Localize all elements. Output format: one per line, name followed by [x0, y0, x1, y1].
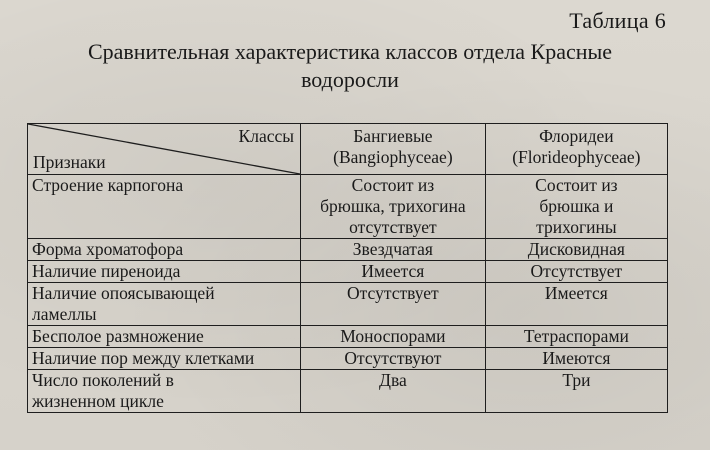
table-row — [28, 326, 668, 348]
class-name: Бангиевые — [353, 126, 433, 146]
table-title-line-1: Сравнительная характеристика классов отдела Красные — [87, 39, 613, 64]
feature-cell — [28, 283, 301, 326]
bangiophyceae-cell — [301, 175, 486, 239]
cell-line: Состоит из — [535, 175, 618, 195]
florideophyceae-cell — [485, 175, 667, 239]
florideophyceae-cell: Три — [485, 370, 667, 413]
cell-line: отсутствует — [349, 217, 437, 237]
feature-cell — [28, 370, 301, 413]
header-features-label: Признаки — [33, 152, 106, 172]
florideophyceae-cell: Отсутствует — [485, 261, 667, 283]
table-header-row — [28, 124, 668, 175]
table-row — [28, 261, 668, 283]
cell-line: трихогины — [536, 217, 617, 237]
table-row — [28, 175, 668, 239]
florideophyceae-cell: Имеются — [485, 348, 667, 370]
bangiophyceae-cell: Моноспорами — [301, 326, 486, 348]
bangiophyceae-cell: Звездчатая — [301, 239, 486, 261]
table-title — [40, 38, 660, 94]
feature-cell: Бесполое размножение — [28, 326, 301, 348]
header-class-bangiophyceae — [301, 124, 486, 175]
table-row — [28, 348, 668, 370]
feature-cell: Строение карпогона — [28, 175, 301, 239]
cell-line: брюшка и — [539, 196, 614, 216]
class-latin-name: (Florideophyceae) — [512, 147, 641, 167]
cell-line: Наличие опоясывающей — [32, 283, 215, 303]
feature-cell: Наличие пиреноида — [28, 261, 301, 283]
feature-cell: Наличие пор между клетками — [28, 348, 301, 370]
cell-line: брюшка, трихогина — [320, 196, 466, 216]
bangiophyceae-cell: Отсутствует — [301, 283, 486, 326]
cell-line: Состоит из — [351, 175, 435, 195]
header-class-florideophyceae — [485, 124, 667, 175]
cell-line: жизненном цикле — [32, 391, 164, 411]
table-row — [28, 370, 668, 413]
bangiophyceae-cell: Два — [301, 370, 486, 413]
florideophyceae-cell: Имеется — [485, 283, 667, 326]
table-row — [28, 239, 668, 261]
cell-line: ламеллы — [32, 304, 97, 324]
class-latin-name: (Bangiophyceae) — [333, 147, 453, 167]
class-name: Флоридеи — [539, 126, 614, 146]
bangiophyceae-cell: Имеется — [301, 261, 486, 283]
table-number: Таблица 6 — [569, 8, 666, 33]
header-classes-label: Классы — [238, 126, 295, 146]
table-row — [28, 283, 668, 326]
cell-line: Число поколений в — [32, 370, 174, 390]
comparison-table — [27, 123, 668, 413]
bangiophyceae-cell: Отсутствуют — [301, 348, 486, 370]
table-title-line-2: водоросли — [301, 67, 399, 92]
florideophyceae-cell: Дисковидная — [485, 239, 667, 261]
header-corner-cell — [28, 124, 301, 175]
florideophyceae-cell: Тетраспорами — [485, 326, 667, 348]
feature-cell: Форма хроматофора — [28, 239, 301, 261]
